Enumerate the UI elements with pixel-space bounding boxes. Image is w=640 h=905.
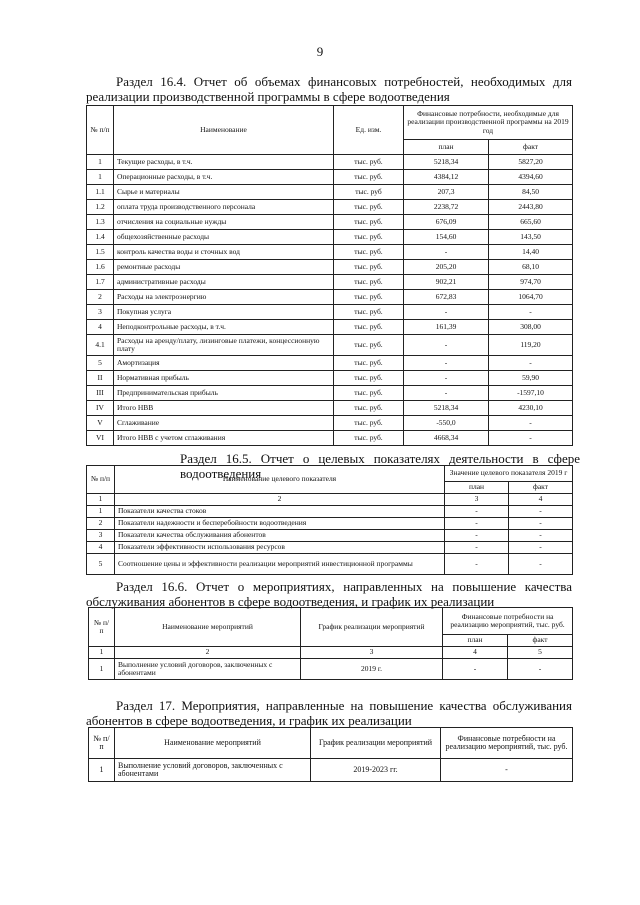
financial-needs-table xyxy=(86,105,573,446)
cell-unit: тыс. руб xyxy=(334,185,404,200)
section-17-heading-line1: Раздел 17. Мероприятия, направленные на повышение качества обслуживания xyxy=(116,698,572,713)
t165-header-fact: факт xyxy=(509,482,573,494)
cell-name: Операционные расходы, в т.ч. xyxy=(114,170,334,185)
cell-plan: 4384,12 xyxy=(404,170,489,185)
cell-name: контроль качества воды и сточных вод xyxy=(114,245,334,260)
cell-fact: - xyxy=(489,431,573,446)
t17-row-fin: - xyxy=(441,759,573,782)
cell-fact: - xyxy=(489,356,573,371)
cell-plan: 207,3 xyxy=(404,185,489,200)
table-row xyxy=(87,185,573,200)
section-16-4-heading xyxy=(86,74,572,104)
cell-unit: тыс. руб. xyxy=(334,371,404,386)
t166-row-name: Выполнение условий договоров, заключенных с абонентами xyxy=(115,659,301,680)
cell-plan: 5218,34 xyxy=(404,155,489,170)
cell-plan: 5218,34 xyxy=(404,401,489,416)
cell-unit: тыс. руб. xyxy=(334,290,404,305)
cell-unit: тыс. руб. xyxy=(334,401,404,416)
cell-unit: тыс. руб. xyxy=(334,320,404,335)
cell-no: 2 xyxy=(87,290,114,305)
cell-no: 4 xyxy=(87,542,115,554)
table-row xyxy=(87,554,573,575)
cell-no: 1.2 xyxy=(87,200,114,215)
t166-header-schedule: График реализации мероприятий xyxy=(301,608,443,647)
table-row xyxy=(87,371,573,386)
cell-no: 1 xyxy=(87,506,115,518)
cell-name: Текущие расходы, в т.ч. xyxy=(114,155,334,170)
cell-fact: 4230,10 xyxy=(489,401,573,416)
cell-no: III xyxy=(87,386,114,401)
cell-unit: тыс. руб. xyxy=(334,230,404,245)
cell-name: оплата труда производственного персонала xyxy=(114,200,334,215)
cell-no: 5 xyxy=(87,554,115,575)
cell-plan: - xyxy=(404,386,489,401)
table-row xyxy=(87,200,573,215)
table-row xyxy=(87,518,573,530)
cell-plan: 672,83 xyxy=(404,290,489,305)
table-row xyxy=(87,275,573,290)
t166-row-plan: - xyxy=(443,659,508,680)
measures-report-table xyxy=(88,607,573,680)
table-row xyxy=(87,506,573,518)
cell-plan: - xyxy=(404,335,489,356)
cell-unit: тыс. руб. xyxy=(334,335,404,356)
cell-fact: - xyxy=(489,305,573,320)
table-row xyxy=(87,155,573,170)
cell-unit: тыс. руб. xyxy=(334,431,404,446)
t166-row-no: 1 xyxy=(89,659,115,680)
cell-no: 3 xyxy=(87,530,115,542)
cell-no: V xyxy=(87,416,114,431)
t166-colnum-4: 4 xyxy=(443,647,508,659)
cell-name: общехозяйственные расходы xyxy=(114,230,334,245)
table-row xyxy=(89,659,573,680)
cell-fact: 974,70 xyxy=(489,275,573,290)
cell-fact: - xyxy=(509,518,573,530)
section-17-heading-line2: абонентов в сфере водоотведения, и график их реализации xyxy=(86,713,412,728)
cell-fact: 5827,20 xyxy=(489,155,573,170)
cell-fact: - xyxy=(509,506,573,518)
t166-colnum-5: 5 xyxy=(508,647,573,659)
cell-name: Нормативная прибыль xyxy=(114,371,334,386)
section-16-6-heading xyxy=(86,579,572,609)
cell-plan: 154,60 xyxy=(404,230,489,245)
t165-header-no: № п/п xyxy=(87,466,115,494)
cell-unit: тыс. руб. xyxy=(334,245,404,260)
cell-no: 1 xyxy=(87,155,114,170)
cell-unit: тыс. руб. xyxy=(334,260,404,275)
col-header-fin: Финансовые потребности, необходимые для реализации производственной программы на 2019 год xyxy=(404,106,573,140)
cell-name: Сырье и материалы xyxy=(114,185,334,200)
cell-name: Амортизация xyxy=(114,356,334,371)
cell-name: Итого НВВ xyxy=(114,401,334,416)
cell-no: 2 xyxy=(87,518,115,530)
cell-no: II xyxy=(87,371,114,386)
t166-colnum-3: 3 xyxy=(301,647,443,659)
cell-fact: 84,50 xyxy=(489,185,573,200)
cell-fact: 4394,60 xyxy=(489,170,573,185)
t165-header-plan: план xyxy=(445,482,509,494)
cell-fact: - xyxy=(509,554,573,575)
section-16-6-heading-line1: Раздел 16.6. Отчет о мероприятиях, направленных на повышение качества xyxy=(116,579,572,594)
cell-unit: тыс. руб. xyxy=(334,170,404,185)
cell-name: административные расходы xyxy=(114,275,334,290)
cell-no: VI xyxy=(87,431,114,446)
cell-plan: -550,0 xyxy=(404,416,489,431)
cell-plan: - xyxy=(445,554,509,575)
cell-name: Соотношение цены и эффективности реализации мероприятий инвестиционной программы xyxy=(115,554,445,575)
cell-name: Предпринимательская прибыль xyxy=(114,386,334,401)
cell-fact: 68,10 xyxy=(489,260,573,275)
cell-no: 1.5 xyxy=(87,245,114,260)
t17-row-name: Выполнение условий договоров, заключенных с абонентами xyxy=(115,759,311,782)
cell-name: Показатели качества обслуживания абонентов xyxy=(115,530,445,542)
cell-plan: 676,09 xyxy=(404,215,489,230)
t166-header-fact: факт xyxy=(508,635,573,647)
table-row xyxy=(87,386,573,401)
section-16-5-heading: Раздел 16.5. Отчет о целевых показателях деятельности в сфере водоотведения xyxy=(180,451,580,481)
cell-plan: - xyxy=(445,530,509,542)
section-16-6-heading-line2: обслуживания абонентов в сфере водоотведения, и график их реализации xyxy=(86,594,495,609)
t166-header-fin: Финансовые потребности на реализацию мероприятий, тыс. руб. xyxy=(443,608,573,635)
measures-plan-table xyxy=(88,727,573,782)
t165-header-name: Наименование целевого показателя xyxy=(115,466,445,494)
cell-unit: тыс. руб. xyxy=(334,200,404,215)
cell-name: Показатели эффективности использования ресурсов xyxy=(115,542,445,554)
col-header-no: № п/п xyxy=(87,106,114,155)
table-row xyxy=(87,530,573,542)
cell-unit: тыс. руб. xyxy=(334,155,404,170)
table-row xyxy=(87,245,573,260)
cell-plan: - xyxy=(445,542,509,554)
cell-fact: - xyxy=(509,542,573,554)
t17-header-name: Наименование мероприятий xyxy=(115,728,311,759)
t17-row-no: 1 xyxy=(89,759,115,782)
cell-fact: 665,60 xyxy=(489,215,573,230)
cell-no: 1 xyxy=(87,170,114,185)
table-row xyxy=(87,305,573,320)
table-row xyxy=(87,356,573,371)
cell-fact: 308,00 xyxy=(489,320,573,335)
section-17-heading xyxy=(86,698,572,728)
table-row xyxy=(87,320,573,335)
cell-plan: - xyxy=(404,371,489,386)
t165-colnum-2: 2 xyxy=(115,494,445,506)
cell-no: 4.1 xyxy=(87,335,114,356)
cell-name: ремонтные расходы xyxy=(114,260,334,275)
table-row xyxy=(87,215,573,230)
t166-header-name: Наименование мероприятий xyxy=(115,608,301,647)
cell-fact: 2443,80 xyxy=(489,200,573,215)
cell-no: 1.4 xyxy=(87,230,114,245)
cell-plan: 161,39 xyxy=(404,320,489,335)
col-header-unit: Ед. изм. xyxy=(334,106,404,155)
t166-row-fact: - xyxy=(508,659,573,680)
cell-no: IV xyxy=(87,401,114,416)
page-number: 9 xyxy=(316,44,324,59)
cell-no: 3 xyxy=(87,305,114,320)
cell-unit: тыс. руб. xyxy=(334,305,404,320)
cell-name: отчисления на социальные нужды xyxy=(114,215,334,230)
cell-unit: тыс. руб. xyxy=(334,386,404,401)
cell-no: 1.3 xyxy=(87,215,114,230)
section-16-4-heading-line1: Раздел 16.4. Отчет об объемах финансовых потребностей, необходимых для xyxy=(116,74,572,89)
table-row xyxy=(87,542,573,554)
cell-plan: - xyxy=(445,506,509,518)
cell-no: 1.6 xyxy=(87,260,114,275)
cell-plan: - xyxy=(404,305,489,320)
cell-fact: - xyxy=(489,416,573,431)
cell-fact: 143,50 xyxy=(489,230,573,245)
cell-fact: 1064,70 xyxy=(489,290,573,305)
t166-row-schedule: 2019 г. xyxy=(301,659,443,680)
cell-fact: 119,20 xyxy=(489,335,573,356)
cell-plan: 4668,34 xyxy=(404,431,489,446)
col-header-name: Наименование xyxy=(114,106,334,155)
t166-colnum-1: 1 xyxy=(89,647,115,659)
t165-colnum-4: 4 xyxy=(509,494,573,506)
t166-colnum-2: 2 xyxy=(115,647,301,659)
cell-name: Расходы на электроэнергию xyxy=(114,290,334,305)
t17-header-no: № п/п xyxy=(89,728,115,759)
cell-name: Сглаживание xyxy=(114,416,334,431)
t17-header-schedule: График реализации мероприятий xyxy=(311,728,441,759)
cell-fact: 59,90 xyxy=(489,371,573,386)
cell-fact: 14,40 xyxy=(489,245,573,260)
col-header-fact: факт xyxy=(489,139,573,154)
cell-unit: тыс. руб. xyxy=(334,275,404,290)
table-row xyxy=(87,401,573,416)
t17-row-schedule: 2019-2023 гг. xyxy=(311,759,441,782)
cell-no: 5 xyxy=(87,356,114,371)
table-row xyxy=(87,416,573,431)
table-row xyxy=(89,759,573,782)
cell-no: 1.7 xyxy=(87,275,114,290)
table-row xyxy=(87,431,573,446)
cell-name: Итого НВВ с учетом сглаживания xyxy=(114,431,334,446)
section-16-4-heading-line2: реализации производственной программы в сфере водоотведения xyxy=(86,89,450,104)
t17-header-fin: Финансовые потребности на реализацию мероприятий, тыс. руб. xyxy=(441,728,573,759)
col-header-plan: план xyxy=(404,139,489,154)
t165-header-value: Значение целевого показателя 2019 г xyxy=(445,466,573,482)
table-row xyxy=(87,230,573,245)
cell-plan: - xyxy=(445,518,509,530)
cell-no: 1.1 xyxy=(87,185,114,200)
cell-name: Расходы на аренду/плату, лизинговые платежи, концессионную плату xyxy=(114,335,334,356)
cell-fact: -1597,10 xyxy=(489,386,573,401)
t166-header-plan: план xyxy=(443,635,508,647)
cell-name: Неподконтрольные расходы, в т.ч. xyxy=(114,320,334,335)
table-row xyxy=(87,335,573,356)
cell-plan: - xyxy=(404,245,489,260)
table-row xyxy=(87,260,573,275)
cell-plan: 2238,72 xyxy=(404,200,489,215)
target-indicators-table xyxy=(86,465,573,575)
t165-colnum-3: 3 xyxy=(445,494,509,506)
cell-plan: 902,21 xyxy=(404,275,489,290)
cell-unit: тыс. руб. xyxy=(334,416,404,431)
cell-plan: - xyxy=(404,356,489,371)
cell-no: 4 xyxy=(87,320,114,335)
cell-name: Покупная услуга xyxy=(114,305,334,320)
table-row xyxy=(87,290,573,305)
t165-colnum-1: 1 xyxy=(87,494,115,506)
cell-name: Показатели качества стоков xyxy=(115,506,445,518)
table-row xyxy=(87,170,573,185)
cell-name: Показатели надежности и бесперебойности водоотведения xyxy=(115,518,445,530)
cell-fact: - xyxy=(509,530,573,542)
cell-plan: 205,20 xyxy=(404,260,489,275)
cell-unit: тыс. руб. xyxy=(334,356,404,371)
t166-header-no: № п/п xyxy=(89,608,115,647)
cell-unit: тыс. руб. xyxy=(334,215,404,230)
